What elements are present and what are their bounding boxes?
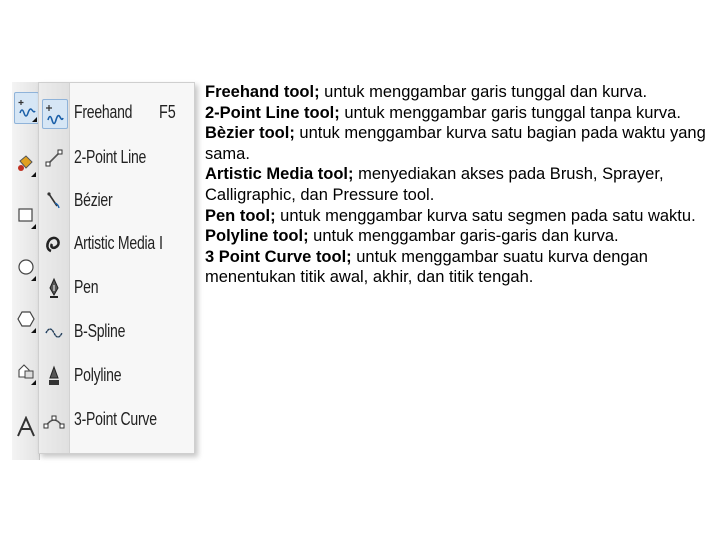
two-point-line-icon [42,144,66,172]
toolbox [12,82,40,460]
tool-name: Freehand tool; [205,83,320,101]
bezier-icon [42,187,66,215]
b-spline-icon [42,318,66,346]
rectangle-icon [16,205,36,225]
description-pen [205,206,710,227]
flyout-item-label: Bézier [74,190,113,210]
flyout-item-3-point-curve[interactable] [39,400,194,440]
tool-description: untuk menggambar kurva satu segmen pada satu waktu. [275,206,696,225]
toolbox-smart-fill-button[interactable] [14,148,37,178]
flyout-item-label: 2-Point Line [74,147,147,167]
flyout-item-label: Pen [74,277,99,297]
tool-name: 3 Point Curve tool; [205,247,352,266]
flyout-item-label: Artistic Media [74,233,155,253]
tool-name: Bèzier tool; [205,124,295,143]
pen-icon [42,274,66,302]
flyout-item-freehand[interactable] [39,93,194,133]
flyout-item-label: B-Spline [74,321,126,341]
description-freehand [205,82,710,103]
description-2-point-line [205,103,710,124]
description-bezier [205,123,710,164]
tool-name: Artistic Media tool; [205,165,354,184]
flyout-item-label: Freehand [74,102,133,122]
flyout-item-label: Polyline [74,365,122,385]
ellipse-icon [16,257,36,277]
toolbox-basic-shapes-button[interactable] [14,356,37,386]
flyout-item-bezier[interactable] [39,181,194,221]
smart-fill-icon [16,153,36,173]
artistic-media-icon [42,230,66,258]
polygon-icon [16,309,36,329]
description-polyline [205,226,710,247]
toolbox-rectangle-button[interactable] [14,200,37,230]
text-icon [16,416,36,438]
basic-shapes-icon [16,361,36,381]
toolbox-polygon-button[interactable] [14,304,37,334]
toolbox-text-button[interactable] [14,412,37,442]
tool-name: 2-Point Line tool; [205,103,340,122]
flyout-item-2-point-line[interactable] [39,138,194,178]
description-3-point-curve [205,247,710,288]
polyline-icon [42,362,66,390]
curve-flyout-menu [38,82,195,454]
freehand-icon [17,98,37,118]
tool-description: untuk menggambar garis tunggal dan kurva. [319,83,648,101]
flyout-item-label: 3-Point Curve [74,409,157,429]
freehand-icon [42,99,68,129]
tool-description: untuk menggambar garis-garis dan kurva. [308,227,619,246]
toolbox-ellipse-button[interactable] [14,252,37,282]
shortcut-label: I [159,233,164,253]
tool-name: Polyline tool; [205,227,309,246]
tool-description: untuk menggambar garis tunggal tanpa kurva. [339,103,681,122]
three-point-curve-icon [42,406,66,434]
tool-description: menyediakan akses pada Brush, Sprayer, Calligraphic, dan Pressure tool. [205,165,664,204]
tool-description: untuk menggambar kurva satu bagian pada waktu yang sama. [205,124,706,163]
flyout-item-b-spline[interactable] [39,312,194,352]
toolbox-freehand-button[interactable] [14,92,39,124]
tool-description: untuk menggambar suatu kurva dengan menentukan titik awal, akhir, dan titik tengah. [205,247,648,287]
tool-name: Pen tool; [205,206,276,225]
flyout-item-pen[interactable] [39,268,194,308]
shortcut-label: F5 [159,102,176,122]
flyout-item-polyline[interactable] [39,356,194,396]
flyout-item-artistic-media[interactable] [39,224,194,264]
description-artistic-media [205,164,710,205]
tool-descriptions [205,82,710,288]
